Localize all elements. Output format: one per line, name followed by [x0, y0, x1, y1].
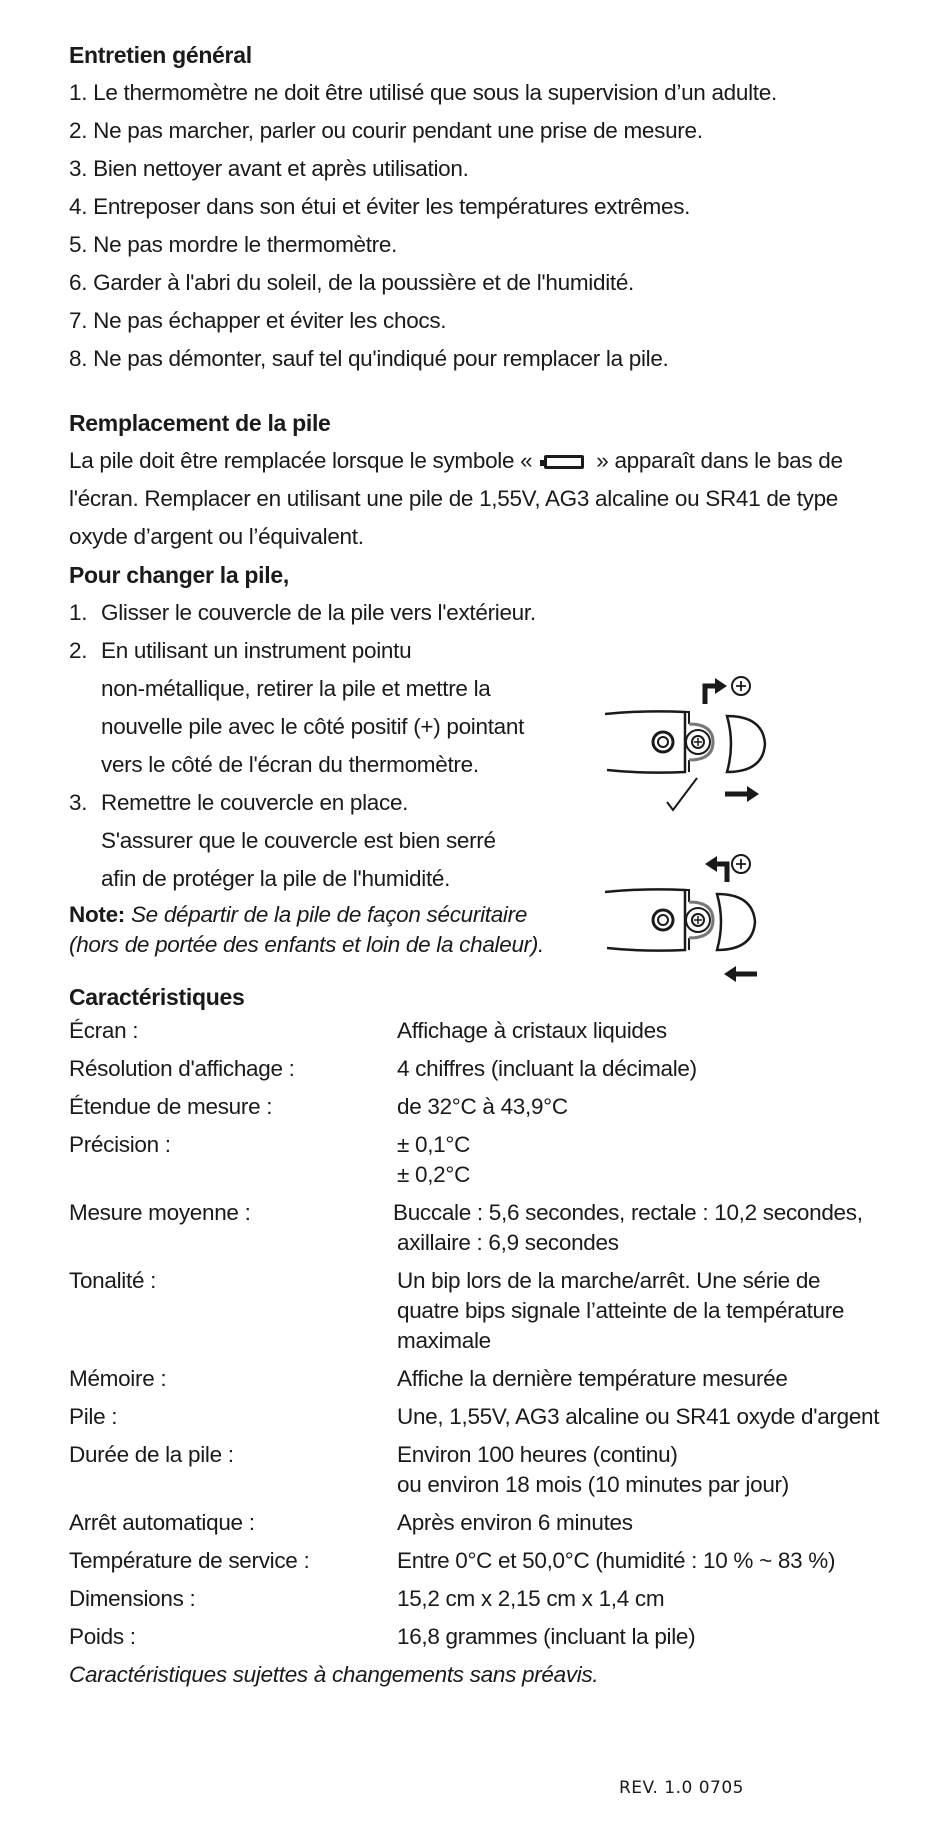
note-text-line1: Se départir de la pile de façon sécuritaire	[130, 902, 528, 927]
revision-label: REV. 1.0 0705	[619, 1778, 745, 1798]
table-row	[69, 1088, 899, 1126]
table-row	[69, 1618, 899, 1656]
list-item: 7. Ne pas échapper et éviter les chocs.	[69, 308, 447, 333]
step-line: vers le côté de l'écran du thermomètre.	[101, 752, 479, 777]
spec-value: Après environ 6 minutes	[397, 1510, 633, 1535]
list-item: 2. Ne pas marcher, parler ou courir pendant une prise de mesure.	[69, 118, 703, 143]
list-item: 5. Ne pas mordre le thermomètre.	[69, 232, 398, 257]
spec-label: Température de service :	[69, 1548, 310, 1573]
spec-value: Environ 100 heures (continu) ou environ 18 mois (10 minutes par jour)	[397, 1442, 789, 1497]
battery-para-start: La pile doit être remplacée lorsque le symbole «	[69, 448, 533, 473]
step-number: 3.	[69, 790, 88, 815]
specs-table	[69, 1012, 899, 1656]
step-line: En utilisant un instrument pointu	[101, 638, 412, 663]
step-number: 1.	[69, 600, 88, 625]
spec-value: de 32°C à 43,9°C	[397, 1094, 568, 1119]
spec-label: Mémoire :	[69, 1366, 167, 1391]
step-1	[69, 594, 899, 632]
spec-value: Buccale : 5,6 secondes, rectale : 10,2 secondes, axillaire : 6,9 secondes	[393, 1200, 863, 1255]
table-row	[69, 1436, 899, 1504]
spec-value: Affichage à cristaux liquides	[397, 1018, 667, 1043]
spec-label: Écran :	[69, 1018, 139, 1043]
spec-label: Pile :	[69, 1404, 118, 1429]
spec-label: Tonalité :	[69, 1268, 157, 1293]
spec-label: Arrêt automatique :	[69, 1510, 255, 1535]
spec-value: ± 0,1°C ± 0,2°C	[397, 1132, 471, 1187]
spec-value: 16,8 grammes (incluant la pile)	[397, 1624, 696, 1649]
battery-paragraph	[69, 442, 899, 556]
table-row	[69, 1360, 899, 1398]
spec-label: Mesure moyenne :	[69, 1200, 251, 1225]
list-item: 8. Ne pas démonter, sauf tel qu'indiqué pour remplacer la pile.	[69, 346, 669, 371]
step-number: 2.	[69, 638, 88, 663]
spec-value: Un bip lors de la marche/arrêt. Une série de quatre bips signale l’atteinte de la température maximale	[397, 1268, 845, 1353]
spec-label: Durée de la pile :	[69, 1442, 234, 1467]
battery-steps	[69, 594, 899, 960]
battery-cover-close-illustration	[605, 852, 855, 992]
table-row	[69, 1126, 899, 1194]
spec-value: 4 chiffres (incluant la décimale)	[397, 1056, 697, 1081]
spec-value: 15,2 cm x 2,15 cm x 1,4 cm	[397, 1586, 665, 1611]
low-battery-icon	[544, 455, 584, 469]
battery-heading: Remplacement de la pile	[69, 410, 331, 436]
table-row	[69, 1398, 899, 1436]
battery-para-line3: oxyde d’argent ou l’équivalent.	[69, 524, 364, 549]
step-line: afin de protéger la pile de l'humidité.	[101, 866, 451, 891]
table-row	[69, 1050, 899, 1088]
step-line: nouvelle pile avec le côté positif (+) pointant	[101, 714, 525, 739]
spec-label: Poids :	[69, 1624, 136, 1649]
step-line: Remettre le couvercle en place.	[101, 790, 409, 815]
list-item: 4. Entreposer dans son étui et éviter les températures extrêmes.	[69, 194, 691, 219]
spec-value: Affiche la dernière température mesurée	[397, 1366, 788, 1391]
step-line: Glisser le couvercle de la pile vers l'extérieur.	[101, 600, 536, 625]
list-item: 3. Bien nettoyer avant et après utilisation.	[69, 156, 469, 181]
battery-para-end: » apparaît dans le bas de	[596, 448, 843, 473]
step-line: S'assurer que le couvercle est bien serré	[101, 828, 496, 853]
spec-label: Étendue de mesure :	[69, 1094, 273, 1119]
specs-heading: Caractéristiques	[69, 984, 245, 1010]
list-item: 1. Le thermomètre ne doit être utilisé que sous la supervision d’un adulte.	[69, 80, 777, 105]
spec-value: Une, 1,55V, AG3 alcaline ou SR41 oxyde d'argent	[397, 1404, 880, 1429]
spec-label: Résolution d'affichage :	[69, 1056, 295, 1081]
battery-cover-open-illustration	[605, 674, 855, 814]
general-care-heading: Entretien général	[69, 42, 252, 68]
document-page	[69, 36, 899, 1694]
spec-label: Précision :	[69, 1132, 171, 1157]
list-item: 6. Garder à l'abri du soleil, de la poussière et de l'humidité.	[69, 270, 635, 295]
note-label: Note:	[69, 902, 125, 927]
table-row	[69, 1580, 899, 1618]
general-care-list	[69, 74, 899, 378]
table-row	[69, 1262, 899, 1360]
table-row	[69, 1542, 899, 1580]
battery-para-line2: l'écran. Remplacer en utilisant une pile de 1,55V, AG3 alcaline ou SR41 de type	[69, 486, 839, 511]
step-line: non-métallique, retirer la pile et mettre la	[101, 676, 491, 701]
specs-footnote: Caractéristiques sujettes à changements sans préavis.	[69, 1662, 599, 1687]
spec-value: Entre 0°C et 50,0°C (humidité : 10 % ~ 83 %)	[397, 1548, 836, 1573]
table-row	[69, 1194, 899, 1262]
table-row	[69, 1504, 899, 1542]
table-row	[69, 1012, 899, 1050]
spec-label: Dimensions :	[69, 1586, 196, 1611]
note-text-line2: (hors de portée des enfants et loin de la chaleur).	[69, 932, 544, 957]
change-battery-subheading: Pour changer la pile,	[69, 562, 289, 588]
